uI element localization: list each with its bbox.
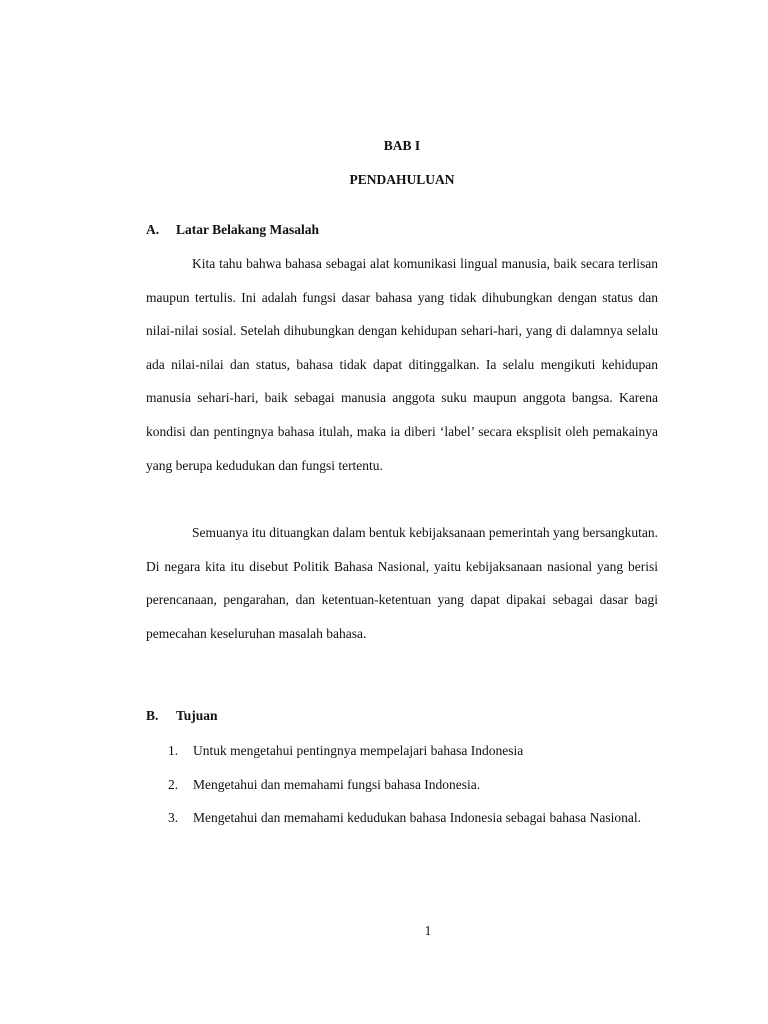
list-item-number: 2.: [168, 776, 179, 792]
section-a-paragraph-2: Semuanya itu dituangkan dalam bentuk kebijaksanaan pemerintah yang bersangkutan. Di negara kita itu disebut Politik Bahasa Nasional, yaitu kebijaksanaan nasional yang berisi perencanaan, pengarahan, dan ketentuan-ketentuan yang dapat dipakai sebagai dasar bagi pemecahan keseluruhan masalah bahasa.: [146, 525, 658, 641]
section-a-title: Latar Belakang Masalah: [176, 222, 320, 237]
chapter-title: PENDAHULUAN: [349, 172, 455, 187]
list-item-text: Mengetahui dan memahami kedudukan bahasa Indonesia sebagai bahasa Nasional.: [193, 810, 641, 826]
list-item: [168, 734, 658, 768]
section-a-letter: A.: [146, 222, 160, 237]
list-item: [168, 801, 658, 835]
list-item-number: 3.: [168, 810, 179, 826]
list-item: [168, 768, 658, 802]
section-b-title: Tujuan: [176, 708, 218, 723]
list-item-text: Untuk mengetahui pentingnya mempelajari bahasa Indonesia: [193, 743, 524, 758]
section-a-heading: [146, 222, 319, 238]
list-item-number: 1.: [168, 743, 179, 758]
section-a-paragraph-1: Kita tahu bahwa bahasa sebagai alat komunikasi lingual manusia, baik secara terlisan maupun tertulis. Ini adalah fungsi dasar bahasa yang tidak dihubungkan dengan status dan nilai-nilai sosial. Setelah dihubungkan dengan kehidupan sehari-hari, yang di dalamnya selalu ada nilai-nilai dan status, bahasa tidak dapat ditinggalkan. Ia selalu mengikuti kehidupan manusia sehari-hari, baik sebagai manusia anggota suku maupun anggota bangsa. Karena kondisi dan pentingnya bahasa itulah, maka ia diberi ‘label’ secara eksplisit oleh pemakainya yang berupa kedudukan dan fungsi tertentu.: [146, 256, 658, 473]
page-number: 1: [424, 923, 432, 938]
chapter-number: BAB I: [383, 138, 421, 153]
list-item-text: Mengetahui dan memahami fungsi bahasa Indonesia.: [193, 776, 481, 792]
objectives-list: [168, 734, 658, 835]
section-b-letter: B.: [146, 708, 159, 723]
section-b-heading: [146, 708, 218, 724]
